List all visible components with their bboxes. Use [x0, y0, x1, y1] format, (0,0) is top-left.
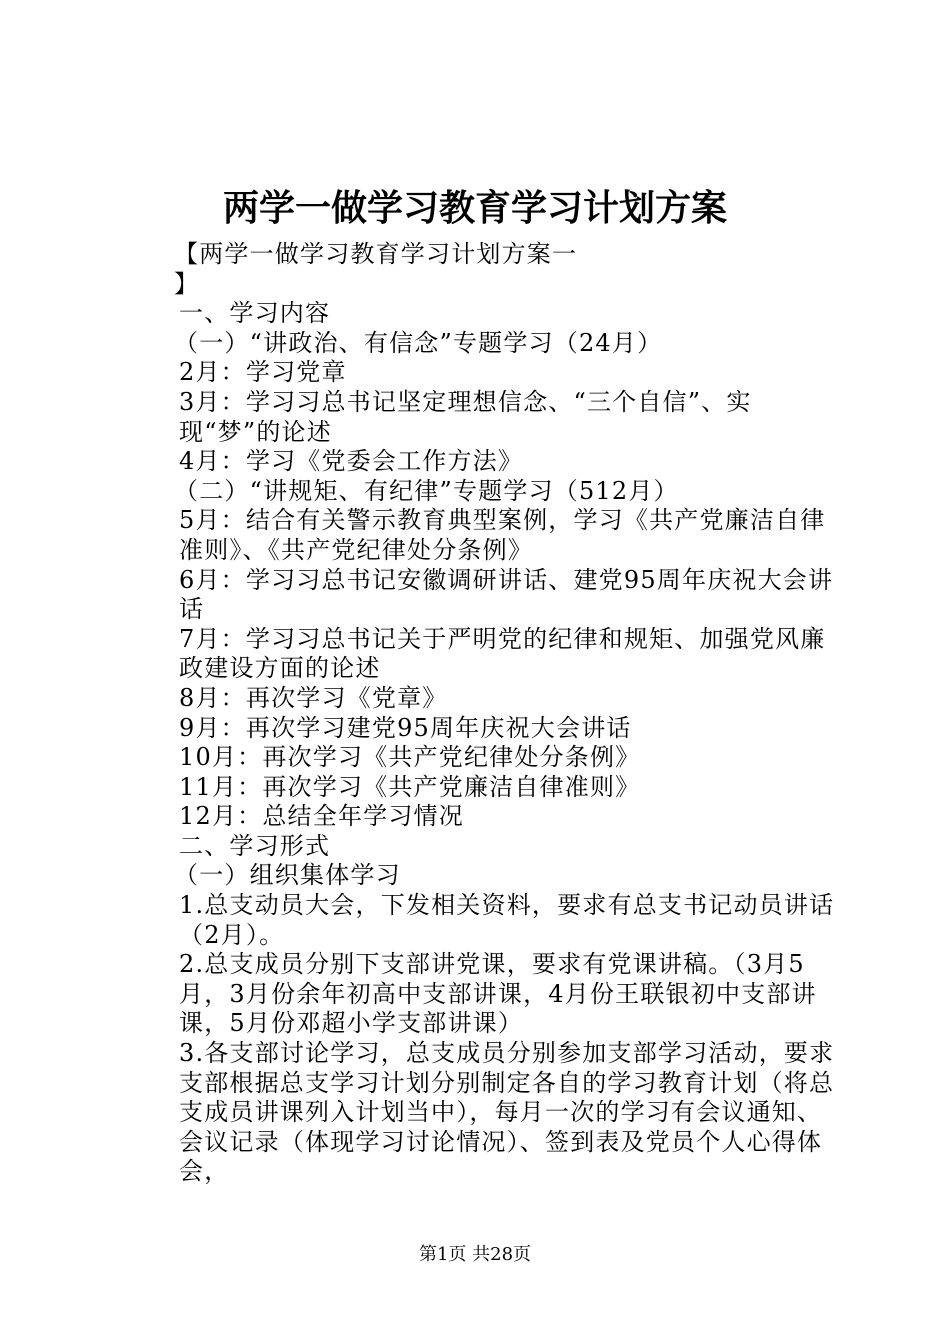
paragraph: 10月：再次学习《共产党纪律处分条例》 [179, 743, 641, 772]
paragraph: 11月：再次学习《共产党廉洁自律准则》 [179, 772, 641, 801]
paragraph: 2月：学习党章 [179, 358, 347, 387]
page-footer: 第1页 共28页 [418, 1244, 532, 1265]
paragraph: （一）“讲政治、有信念”专题学习（24月） [174, 328, 663, 357]
paragraph: 3.各支部讨论学习，总支成员分别参加支部学习活动，要求支部根据总支学习计划分别制定各自的学习教育计划（将总支成员讲课列入计划当中），每月一次的学习有会议通知、会议记录（体现学习讨论情况）、签到表及党员个人心得体会， [179, 1039, 835, 1186]
document-title: 两学一做学习教育学习计划方案 [222, 187, 727, 229]
paragraph: 二、学习形式 [179, 831, 331, 860]
paragraph: 9月：再次学习建党95周年庆祝大会讲话 [179, 713, 632, 742]
paragraph: （一）组织集体学习 [174, 861, 401, 890]
paragraph: 5月：结合有关警示教育典型案例，学习《共产党廉洁自律准则》、《共产党纪律处分条例》 [179, 506, 826, 564]
paragraph: 1.总支动员大会，下发相关资料，要求有总支书记动员讲话（2月）。 [179, 891, 835, 949]
document-body [128, 240, 838, 1187]
paragraph: 7月：学习习总书记关于严明党的纪律和规矩、加强党风廉政建设方面的论述 [179, 624, 826, 683]
paragraph: 6月：学习习总书记安徽调研讲话、建党95周年庆祝大会讲话 [179, 565, 834, 624]
paragraph: （二）“讲规矩、有纪律”专题学习（512月） [174, 476, 679, 505]
paragraph: 4月：学习《党委会工作方法》 [179, 447, 524, 476]
paragraph: 12月：总结全年学习情况 [179, 802, 464, 831]
paragraph: 3月：学习习总书记坚定理想信念、“三个自信”、实现“梦”的论述 [179, 387, 752, 446]
paragraph: 2.总支成员分别下支部讲党课，要求有党课讲稿。（3月5月，3月份余年初高中支部讲课，4月份王联银初中支部讲课，5月份邓超小学支部讲课） [179, 950, 817, 1038]
paragraph: 8月：再次学习《党章》 [179, 683, 448, 712]
section-heading-line2: 】 [174, 269, 200, 298]
paragraph: 一、学习内容 [179, 299, 331, 328]
section-heading-line1: 【两学一做学习教育学习计划方案一 [174, 240, 578, 268]
